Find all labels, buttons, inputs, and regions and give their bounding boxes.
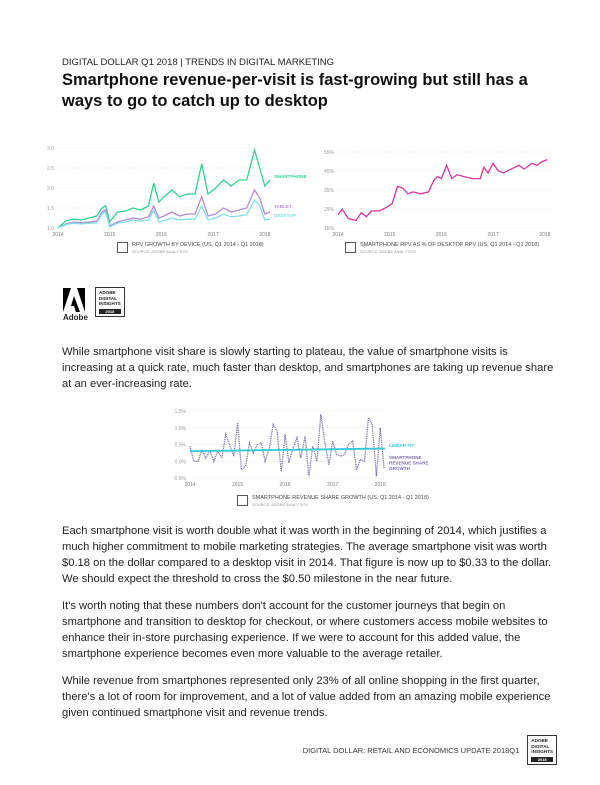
y-tick-label: 1.0%: [174, 425, 186, 432]
y-tick-label: 45%: [323, 169, 334, 175]
paragraph-4: While revenue from smartphones represented only 23% of all online shopping in the first quarter, there's a lot of room for improvement, and a lot of value added from an amazing mobile experience given continued smartphone visit and revenue trends.: [62, 675, 551, 719]
paragraph-1: While smartphone visit share is slowly starting to plateau, the value of smartphone visits is increasing at a quick rate, much faster than desktop, and smartphones are taking up revenue share at an ever-increasing rate.: [62, 346, 554, 390]
y-tick-label: 1.5: [47, 206, 54, 212]
revenue-share-growth-chart: [172, 403, 435, 493]
x-tick-label: 2014: [184, 482, 196, 488]
y-tick-label: 0.5%: [174, 442, 186, 449]
chart-title: RPV GROWTH BY DEVICE (US, Q1 2014 - Q1 2018): [132, 242, 264, 248]
y-tick-label: 2.0: [47, 186, 54, 192]
chart-source: SOURCE: ADOBE ANALYTICS: [132, 249, 188, 254]
chart-caption-1: [117, 242, 264, 254]
x-tick-label: 2016: [279, 482, 291, 488]
y-tick-label: 0.0%: [174, 459, 186, 466]
badge-line: INSIGHTS: [99, 301, 121, 306]
x-tick-label: 2017: [207, 232, 219, 238]
y-tick-label: -0.5%: [172, 476, 186, 482]
y-tick-label: 1.5%: [174, 409, 186, 415]
section-kicker: DIGITAL DOLLAR Q1 2018 | TRENDS IN DIGITAL MARKETING: [62, 57, 335, 68]
badge-year: 2018: [531, 757, 553, 763]
footer-text: DIGITAL DOLLAR: RETAIL AND ECONOMICS UPDATE 2018Q1: [302, 745, 520, 755]
chart-title: SMARTPHONE REVENUE SHARE GROWTH (US, Q1 2014 - Q1 2018): [252, 495, 429, 501]
x-tick-label: 2015: [384, 232, 396, 238]
series-label: LINEAR FIT: [389, 443, 415, 448]
x-tick-label: 2015: [104, 232, 116, 238]
x-tick-label: 2018: [539, 232, 551, 238]
chart-source: SOURCE: ADOBE ANALYTICS: [252, 502, 308, 507]
chart-source: SOURCE: ADOBE ANALYTICS: [360, 249, 416, 254]
series-line-smartphone-rpv-of-desktop: [338, 160, 547, 221]
series-label: REVENUE SHARE: [389, 460, 429, 466]
series-label: TABLET: [274, 204, 292, 209]
x-tick-label: 2016: [435, 232, 447, 238]
rpv-growth-chart: [30, 140, 310, 240]
x-tick-label: 2017: [487, 232, 499, 238]
y-tick-label: 2.5: [47, 166, 54, 172]
x-tick-label: 2015: [231, 482, 244, 488]
chart-caption-3: [237, 495, 429, 507]
series-line-desktop: [58, 200, 270, 228]
badge-line: ADOBE: [531, 738, 548, 743]
badge-line: DIGITAL: [99, 295, 118, 301]
y-tick-label: 15%: [323, 226, 334, 232]
badge-year: 2018: [99, 309, 121, 315]
body-flow: [62, 344, 557, 785]
x-tick-label: 2018: [259, 232, 271, 238]
series-label: DESKTOP: [274, 213, 297, 218]
chart-title: SMARTPHONE RPV AS % OF DESKTOP RPV (US, Q1 2014 - Q1 2018): [360, 242, 540, 248]
y-tick-label: 25%: [323, 207, 334, 213]
x-tick-label: 2014: [332, 232, 344, 238]
x-tick-label: 2018: [374, 482, 386, 488]
x-tick-label: 2016: [155, 232, 167, 238]
adobe-logo-icon: [63, 288, 85, 312]
page-title: Smartphone revenue-per-visit is fast-growing but still has a ways to go to catch up to desktop: [62, 71, 528, 110]
footer-badge: [527, 735, 557, 765]
y-tick-label: 35%: [323, 188, 334, 194]
series-label: SMARTPHONE: [389, 455, 422, 460]
x-tick-label: 2017: [327, 482, 339, 488]
badge-line: ADOBE: [99, 290, 116, 295]
y-tick-label: 55%: [323, 150, 334, 156]
smartphone-rpv-percent-chart: [310, 140, 560, 240]
badge-line: DIGITAL: [531, 743, 550, 749]
chart-icon: [237, 495, 248, 506]
series-line-smartphone-revenue-share-growth: [190, 414, 384, 476]
series-line-linear-fit: [190, 449, 385, 452]
chart-icon: [117, 242, 128, 253]
badge-line: INSIGHTS: [531, 749, 553, 754]
revenue-share-chart-block: [62, 403, 557, 515]
paragraph-2: Each smartphone visit is worth double what it was worth in the beginning of 2014, which justifies a much higher commitment to mobile marketing strategies. The average smartphone visit was worth $0.18 on the dollar compared to a desktop visit in 2014. That figure is now up to $0.33 to the dollar. We should expect the threshold to cross the $0.50 milestone in the near future.: [62, 525, 552, 585]
y-tick-label: 3.0: [47, 146, 54, 152]
y-tick-label: 1.0: [47, 226, 54, 232]
series-label: SMARTPHONE: [274, 174, 307, 179]
chart-caption-2: [345, 242, 539, 254]
chart-icon: [345, 242, 356, 253]
series-line-tablet: [58, 190, 270, 228]
adobe-wordmark: Adobe: [63, 313, 88, 322]
series-label: GROWTH: [389, 466, 410, 471]
paragraph-3: It's worth noting that these numbers don't account for the customer journeys that begin on smartphone and transition to desktop for checkout, or where customers access mobile websites to enhance their in-store purchasing experience. If we were to account for this added value, the smartphone experience becomes even more valuable to the average retailer.: [62, 600, 548, 660]
adobe-digital-insights-badge: [95, 287, 125, 317]
x-tick-label: 2014: [52, 232, 64, 238]
footer: [62, 735, 557, 765]
